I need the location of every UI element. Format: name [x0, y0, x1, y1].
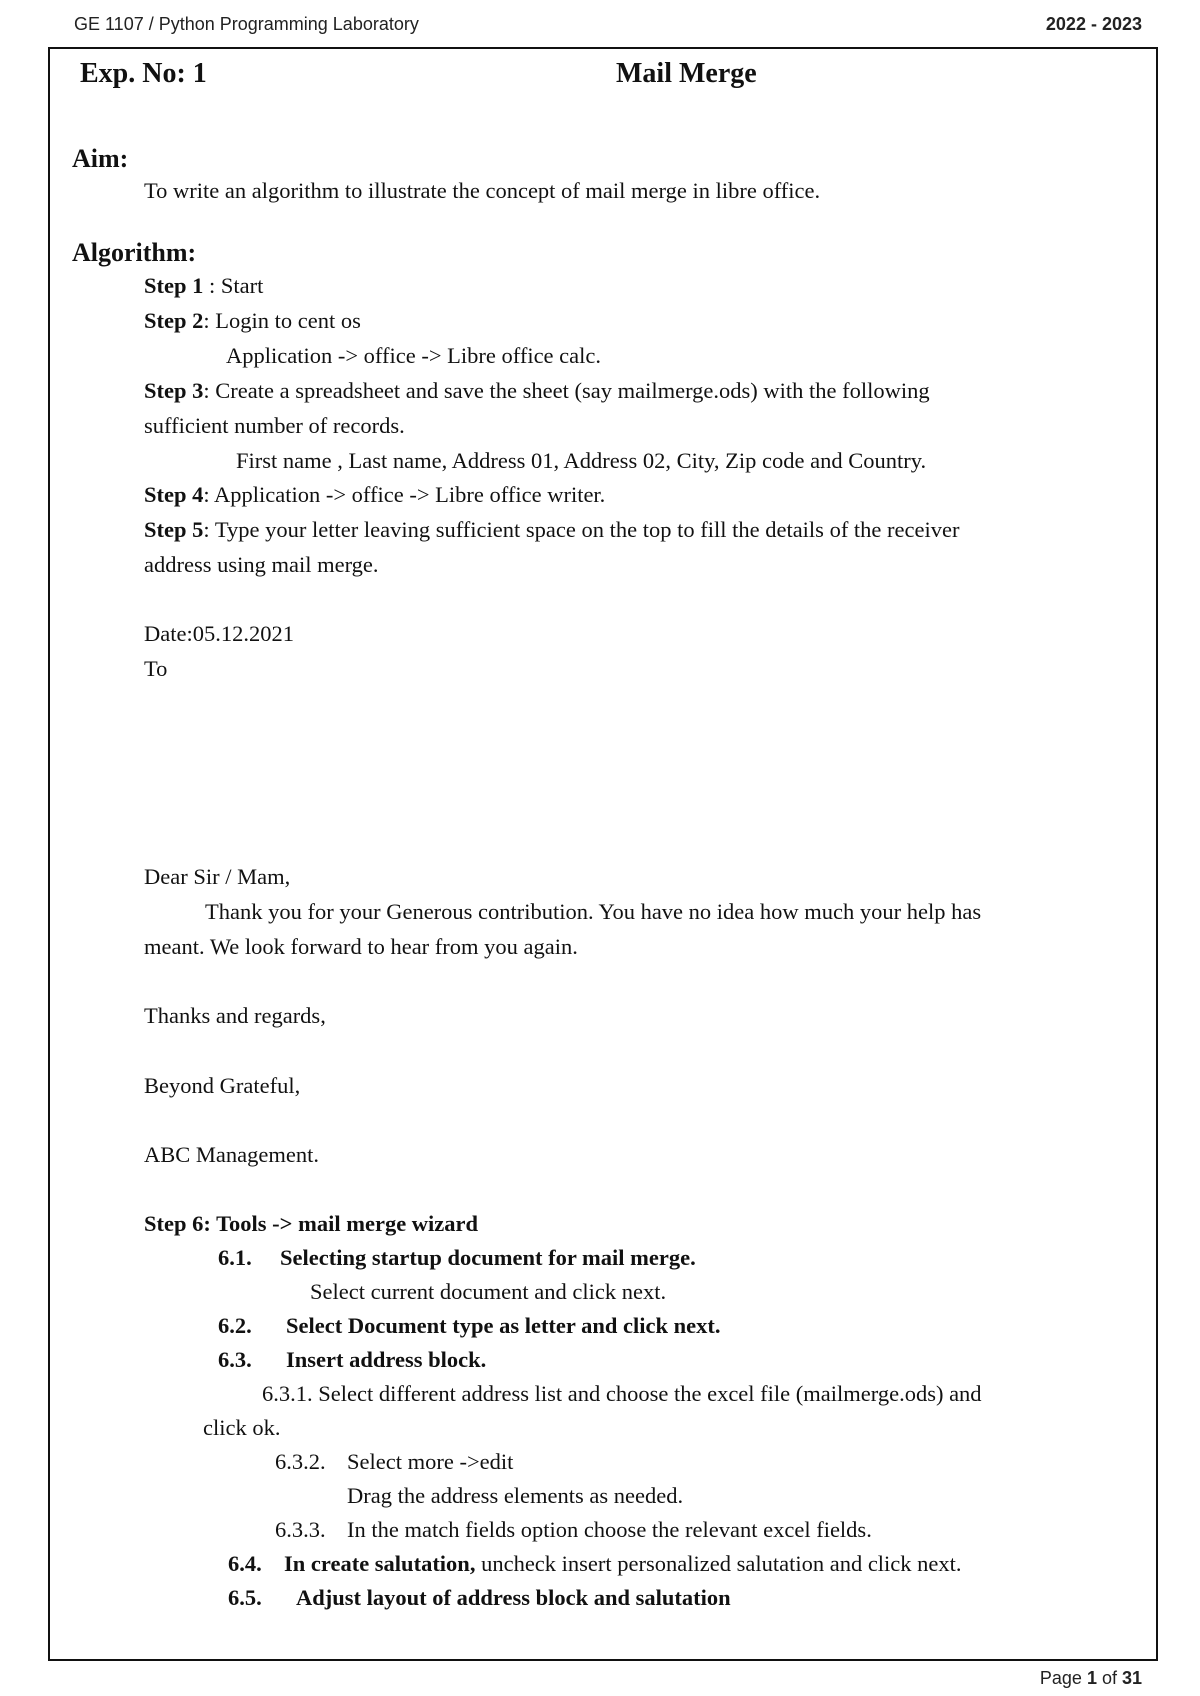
step-6-3-2-text: Select more ->edit	[347, 1449, 514, 1474]
step-6-4-number: 6.4.	[228, 1551, 262, 1576]
step-6-4-bold: In create salutation,	[284, 1551, 476, 1576]
step-6-3-2-sub: Drag the address elements as needed.	[347, 1483, 684, 1508]
header-year: 2022 - 2023	[1045, 14, 1142, 34]
page-number-prefix: Page	[1039, 1668, 1087, 1688]
step-6	[144, 1210, 478, 1238]
step-6-1-sub: Select current document and click next.	[310, 1279, 667, 1304]
step-6-text: : Tools -> mail merge wizard	[203, 1211, 479, 1236]
step-6-3-3-text: In the match fields option choose the relevant excel fields.	[347, 1517, 872, 1542]
step-3	[144, 377, 930, 405]
step-1-text: : Start	[203, 273, 264, 298]
step-6-3-1-cont: click ok.	[203, 1415, 281, 1440]
step-1-label: Step 1	[144, 273, 204, 298]
algorithm-heading: Algorithm:	[72, 238, 197, 267]
letter-body-line-1: Thank you for your Generous contribution. You have no idea how much your help has	[205, 899, 982, 924]
letter-signature: ABC Management.	[144, 1142, 319, 1167]
aim-text: To write an algorithm to illustrate the concept of mail merge in libre office.	[144, 178, 821, 203]
step-2-text: : Login to cent os	[203, 308, 361, 333]
letter-closing-1: Thanks and regards,	[144, 1003, 326, 1028]
step-1	[144, 272, 263, 300]
step-4-label: Step 4	[144, 482, 204, 507]
step-6-5-number: 6.5.	[228, 1585, 262, 1610]
letter-to: To	[144, 656, 168, 681]
step-5	[144, 516, 959, 544]
step-4-text: : Application -> office -> Libre office writer.	[203, 482, 606, 507]
step-2-sub: Application -> office -> Libre office calc.	[226, 343, 602, 368]
page-number-total: 31	[1121, 1668, 1142, 1688]
page-number-current: 1	[1086, 1668, 1097, 1688]
letter-closing-2: Beyond Grateful,	[144, 1073, 301, 1098]
page-number	[1040, 1668, 1142, 1689]
step-3-fields: First name , Last name, Address 01, Address 02, City, Zip code and Country.	[236, 448, 927, 473]
step-6-3-3-number: 6.3.3.	[275, 1517, 326, 1542]
letter-date: Date:05.12.2021	[144, 621, 294, 646]
step-3-cont: sufficient number of records.	[144, 413, 405, 438]
step-6-label: Step 6	[144, 1211, 204, 1236]
step-6-3-1: 6.3.1. Select different address list and choose the excel file (mailmerge.ods) and	[262, 1381, 982, 1406]
step-6-2-number: 6.2.	[218, 1313, 252, 1338]
step-2-label: Step 2	[144, 308, 204, 333]
letter-salutation: Dear Sir / Mam,	[144, 864, 291, 889]
page-title: Mail Merge	[616, 58, 757, 89]
exp-number: Exp. No: 1	[80, 58, 207, 89]
step-6-3-2-number: 6.3.2.	[275, 1449, 326, 1474]
page-number-of: of	[1096, 1668, 1122, 1688]
step-3-label: Step 3	[144, 378, 204, 403]
step-4	[144, 481, 605, 509]
header-course: GE 1107 / Python Programming Laboratory	[74, 14, 419, 34]
step-5-cont: address using mail merge.	[144, 552, 379, 577]
step-6-1-number: 6.1.	[218, 1245, 252, 1270]
step-5-label: Step 5	[144, 517, 204, 542]
step-6-4-text: uncheck insert personalized salutation and click next.	[475, 1551, 962, 1576]
step-3-text: : Create a spreadsheet and save the sheet (say mailmerge.ods) with the following	[203, 378, 930, 403]
step-6-3-number: 6.3.	[218, 1347, 252, 1372]
step-6-3-text: Insert address block.	[286, 1347, 487, 1372]
step-6-5-text: Adjust layout of address block and salutation	[296, 1585, 731, 1610]
step-6-1-text: Selecting startup document for mail merge.	[280, 1245, 696, 1270]
letter-body-line-2: meant. We look forward to hear from you again.	[144, 934, 578, 959]
step-6-4	[284, 1550, 962, 1578]
step-5-text: : Type your letter leaving sufficient space on the top to fill the details of the receiver	[203, 517, 960, 542]
step-6-2-text: Select Document type as letter and click next.	[286, 1313, 721, 1338]
step-2	[144, 307, 361, 335]
aim-heading: Aim:	[72, 144, 129, 173]
